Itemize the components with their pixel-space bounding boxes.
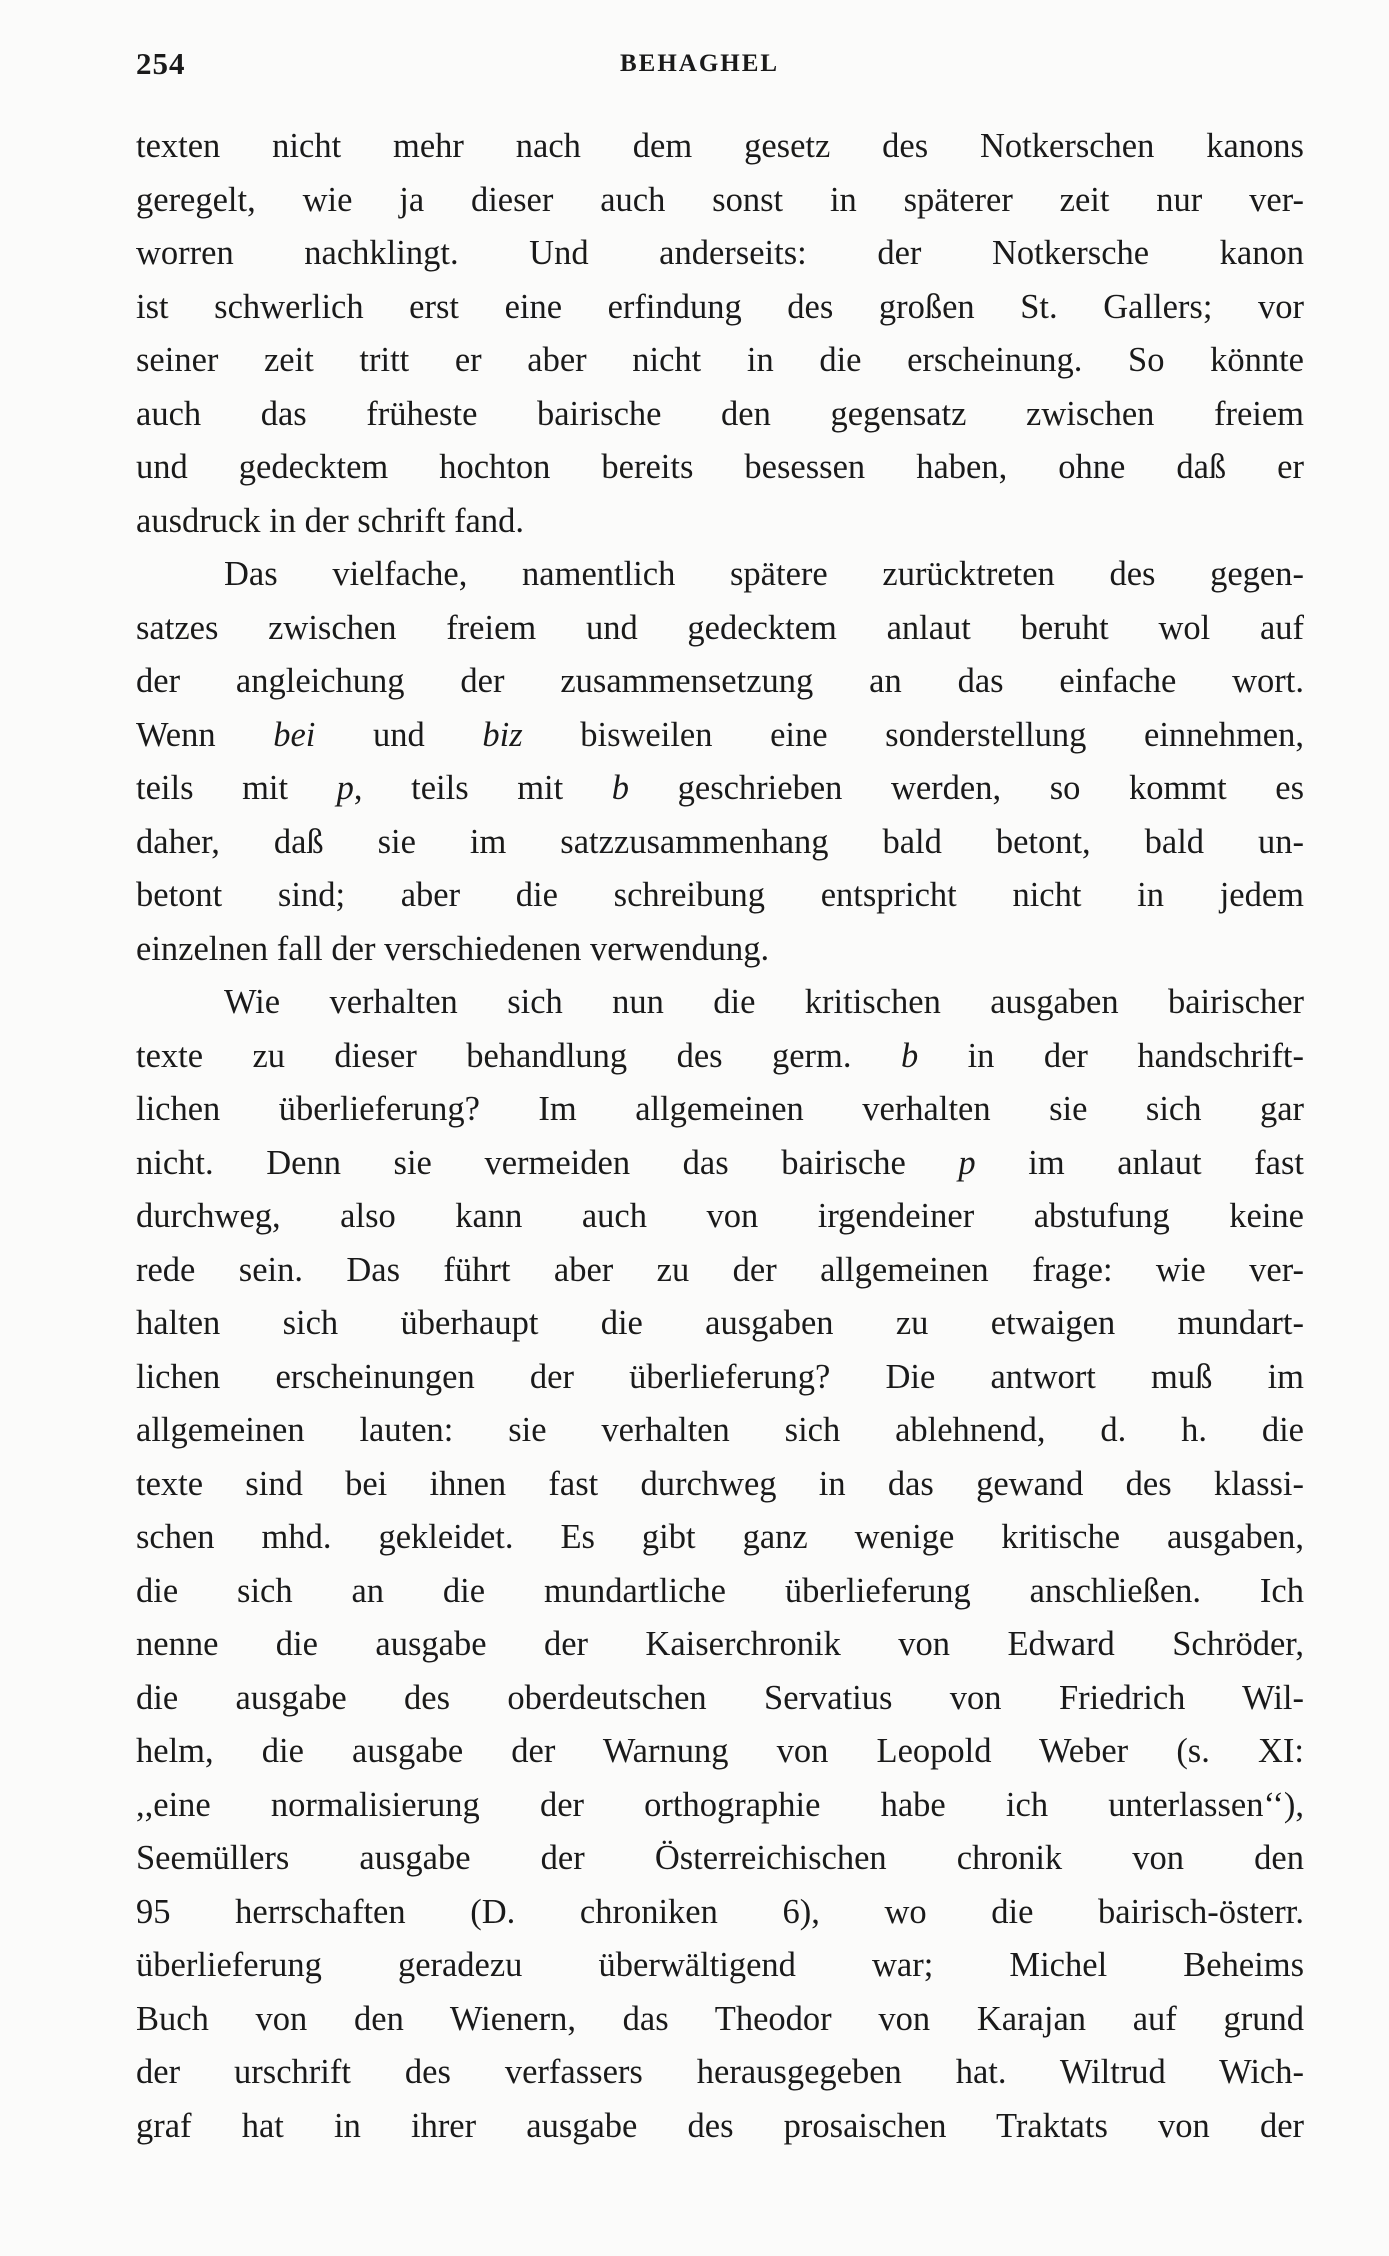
text-run: ist schwerlich erst eine erfindung des großen St. Gallers; vor xyxy=(136,287,1304,326)
text-run: texte zu dieser behandlung des germ. xyxy=(136,1036,901,1075)
text-run: der urschrift des verfassers herausgegeben hat. Wiltrud Wich- xyxy=(136,2053,1304,2091)
text-line xyxy=(136,1137,1304,1191)
text-line xyxy=(136,227,1304,281)
italic-term: b xyxy=(611,769,630,807)
text-line xyxy=(136,655,1304,709)
text-run: seiner zeit tritt er aber nicht in die erscheinung. So könnte xyxy=(136,341,1304,379)
text-line xyxy=(136,174,1304,228)
text-run: texten nicht mehr nach dem gesetz des Notkerschen kanons xyxy=(136,127,1304,165)
text-line xyxy=(136,2046,1304,2100)
text-line xyxy=(136,1886,1304,1940)
text-line xyxy=(136,1404,1304,1458)
text-run: bisweilen eine sonderstellung einnehmen, xyxy=(522,715,1304,754)
text-run: halten sich überhaupt die ausgaben zu etwaigen mundart- xyxy=(136,1304,1304,1342)
text-run: graf hat in ihrer ausgabe des prosaischen Traktats von der xyxy=(136,2106,1304,2145)
text-run: und gedecktem hochton bereits besessen haben, ohne daß er xyxy=(136,448,1304,486)
text-line xyxy=(136,1993,1304,2047)
text-run: in der handschrift- xyxy=(918,1036,1304,1075)
text-run: und xyxy=(315,715,483,754)
text-line xyxy=(136,709,1304,763)
text-line xyxy=(136,1725,1304,1779)
text-run: geregelt, wie ja dieser auch sonst in späterer zeit nur ver- xyxy=(136,180,1304,219)
text-line xyxy=(136,816,1304,870)
text-line xyxy=(136,1190,1304,1244)
text-line xyxy=(136,495,1304,549)
text-run: auch das früheste bairische den gegensatz zwischen freiem xyxy=(136,394,1304,433)
page-number: 254 xyxy=(136,46,186,81)
text-run: nicht. Denn sie vermeiden das bairische xyxy=(136,1143,959,1182)
text-line xyxy=(136,334,1304,388)
text-line xyxy=(136,2100,1304,2154)
body-text xyxy=(136,120,1304,2153)
text-run: nenne die ausgabe der Kaiserchronik von Edward Schröder, xyxy=(136,1625,1304,1663)
text-line xyxy=(136,1832,1304,1886)
text-line xyxy=(136,1672,1304,1726)
text-line xyxy=(136,281,1304,335)
page-header xyxy=(136,46,1316,86)
text-run: lichen überlieferung? Im allgemeinen verhalten sie sich gar xyxy=(136,1090,1304,1128)
italic-term: p xyxy=(336,769,354,807)
text-run: Seemüllers ausgabe der Österreichischen chronik von den xyxy=(136,1839,1304,1877)
text-line xyxy=(136,1618,1304,1672)
text-line xyxy=(136,1083,1304,1137)
text-run: , teils mit xyxy=(353,769,612,807)
text-run: einzelnen fall der verschiedenen verwendung. xyxy=(136,929,770,968)
text-line xyxy=(136,388,1304,442)
text-run: daher, daß sie im satzzusammenhang bald betont, bald un- xyxy=(136,822,1304,861)
text-run: schen mhd. gekleidet. Es gibt ganz wenige kritische ausgaben, xyxy=(136,1518,1304,1556)
text-run: teils mit xyxy=(136,769,337,807)
italic-term: bei xyxy=(273,715,316,754)
italic-term: b xyxy=(900,1036,919,1075)
text-run: helm, die ausgabe der Warnung von Leopold Weber (s. XI: xyxy=(136,1732,1304,1770)
text-line xyxy=(136,1939,1304,1993)
text-line xyxy=(136,602,1304,656)
text-line xyxy=(136,548,1304,602)
text-line xyxy=(136,976,1304,1030)
text-run: ausdruck in der schrift fand. xyxy=(136,501,524,540)
text-run: geschrieben werden, so kommt es xyxy=(629,769,1304,807)
text-run: durchweg, also kann auch von irgendeiner abstufung keine xyxy=(136,1197,1304,1235)
text-run: im anlaut fast xyxy=(975,1143,1304,1182)
italic-term: biz xyxy=(482,715,523,754)
text-line xyxy=(136,869,1304,923)
text-line xyxy=(136,1244,1304,1298)
text-line xyxy=(136,1779,1304,1833)
text-line xyxy=(136,1458,1304,1512)
text-line xyxy=(136,762,1304,816)
text-run: worren nachklingt. Und anderseits: der Notkersche kanon xyxy=(136,234,1304,272)
text-run: betont sind; aber die schreibung entspricht nicht in jedem xyxy=(136,876,1304,914)
text-line xyxy=(136,1511,1304,1565)
text-run: allgemeinen lauten: sie verhalten sich ablehnend, d. h. die xyxy=(136,1411,1304,1449)
text-run: Wenn xyxy=(136,715,274,754)
italic-term: p xyxy=(958,1143,976,1182)
text-run: 95 herrschaften (D. chroniken 6), wo die bairisch-österr. xyxy=(136,1892,1304,1931)
text-line xyxy=(136,120,1304,174)
text-run: texte sind bei ihnen fast durchweg in das gewand des klassi- xyxy=(136,1464,1304,1503)
text-run: Buch von den Wienern, das Theodor von Karajan auf grund xyxy=(136,1999,1304,2038)
text-run: Das vielfache, namentlich spätere zurücktreten des gegen- xyxy=(224,555,1304,593)
text-run: rede sein. Das führt aber zu der allgemeinen frage: wie ver- xyxy=(136,1250,1304,1289)
text-line xyxy=(136,441,1304,495)
text-run: überlieferung geradezu überwältigend war; Michel Beheims xyxy=(136,1946,1304,1984)
text-line xyxy=(136,1297,1304,1351)
text-run: satzes zwischen freiem und gedecktem anlaut beruht wol auf xyxy=(136,608,1304,647)
text-line xyxy=(136,1565,1304,1619)
running-head: BEHAGHEL xyxy=(620,50,780,77)
text-run: Wie verhalten sich nun die kritischen ausgaben bairischer xyxy=(224,983,1304,1021)
text-run: die ausgabe des oberdeutschen Servatius von Friedrich Wil- xyxy=(136,1678,1304,1717)
text-run: die sich an die mundartliche überlieferung anschließen. Ich xyxy=(136,1571,1304,1610)
text-run: lichen erscheinungen der überlieferung? Die antwort muß im xyxy=(136,1357,1304,1396)
text-run: ,,eine normalisierung der orthographie habe ich unterlassen‘‘), xyxy=(136,1785,1304,1824)
text-line xyxy=(136,1030,1304,1084)
text-run: der angleichung der zusammensetzung an das einfache wort. xyxy=(136,662,1304,700)
text-line xyxy=(136,923,1304,977)
text-line xyxy=(136,1351,1304,1405)
